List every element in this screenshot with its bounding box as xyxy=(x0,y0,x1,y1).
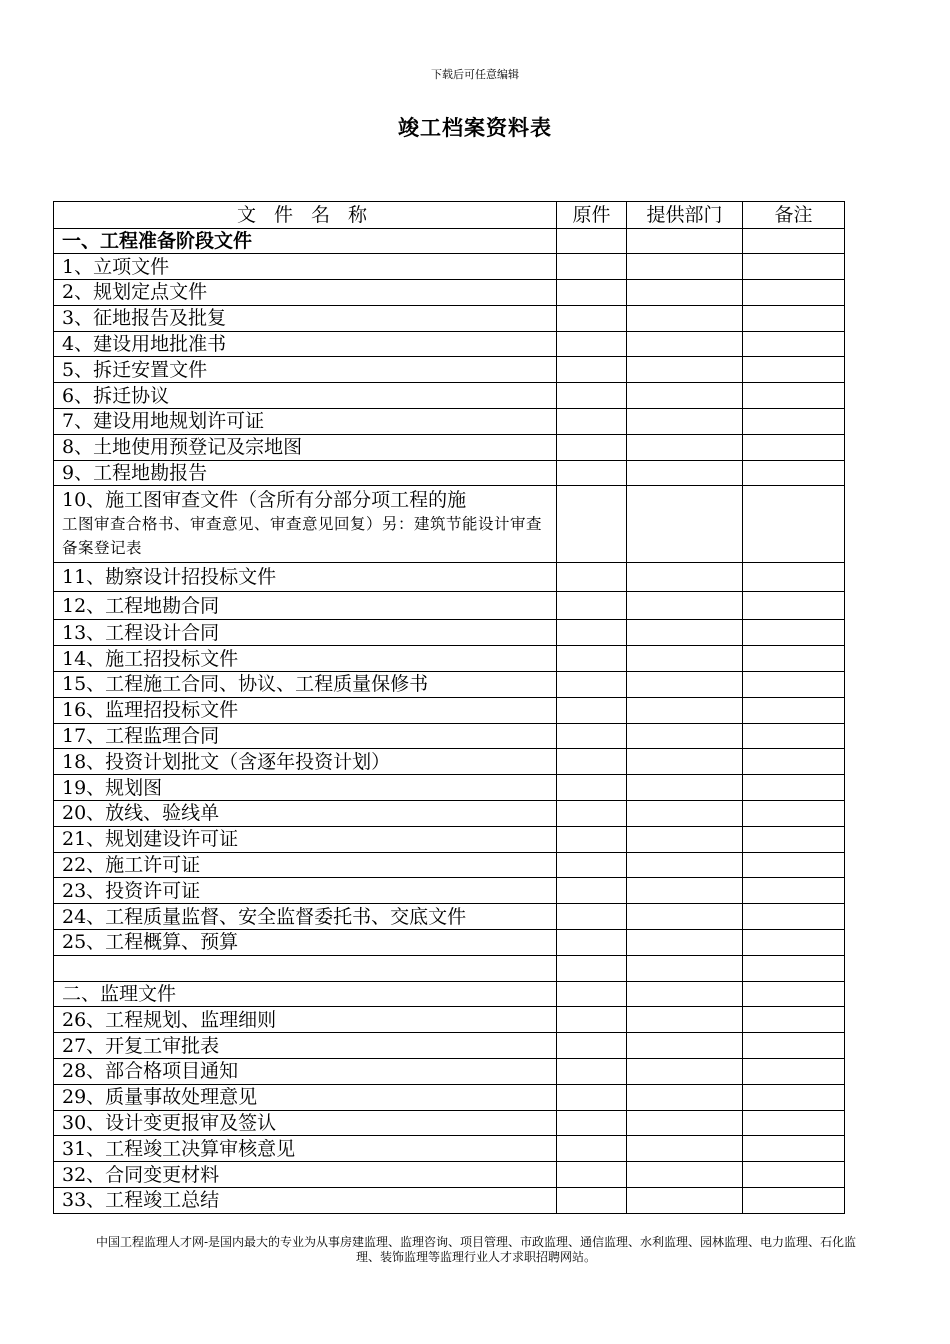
file-name-cell: 17、工程监理合同 xyxy=(54,723,557,749)
department-cell xyxy=(627,254,743,280)
original-cell xyxy=(557,1059,627,1085)
remarks-cell xyxy=(743,409,845,435)
remarks-cell xyxy=(743,563,845,592)
file-name-cell xyxy=(54,955,557,981)
department-cell xyxy=(627,697,743,723)
original-cell xyxy=(557,1188,627,1214)
table-row xyxy=(54,826,845,852)
file-name-cell: 30、设计变更报审及签认 xyxy=(54,1110,557,1136)
file-name-cell: 18、投资计划批文（含逐年投资计划） xyxy=(54,749,557,775)
original-cell xyxy=(557,723,627,749)
file-name-cell: 31、工程竣工决算审核意见 xyxy=(54,1136,557,1162)
remarks-cell xyxy=(743,280,845,306)
table-header-row xyxy=(54,202,845,229)
original-cell xyxy=(557,672,627,698)
remarks-cell xyxy=(743,930,845,956)
column-header-remarks: 备注 xyxy=(743,202,845,229)
archive-table xyxy=(53,201,845,1214)
file-name-cell: 9、工程地勘报告 xyxy=(54,460,557,486)
table-row xyxy=(54,383,845,409)
department-cell xyxy=(627,930,743,956)
original-cell xyxy=(557,620,627,646)
remarks-cell xyxy=(743,434,845,460)
remarks-cell xyxy=(743,357,845,383)
original-cell xyxy=(557,434,627,460)
remarks-cell xyxy=(743,697,845,723)
department-cell xyxy=(627,852,743,878)
remarks-cell xyxy=(743,878,845,904)
original-cell xyxy=(557,646,627,672)
original-cell xyxy=(557,749,627,775)
original-cell xyxy=(557,1110,627,1136)
department-cell xyxy=(627,1059,743,1085)
original-cell xyxy=(557,563,627,592)
table-row xyxy=(54,486,845,563)
table-row xyxy=(54,1084,845,1110)
remarks-cell xyxy=(743,723,845,749)
table-row xyxy=(54,357,845,383)
table-row xyxy=(54,254,845,280)
department-cell xyxy=(627,280,743,306)
file-name-cell: 25、工程概算、预算 xyxy=(54,930,557,956)
file-name-cell: 16、监理招投标文件 xyxy=(54,697,557,723)
file-name-cell: 二、监理文件 xyxy=(54,981,557,1007)
file-name-cell: 28、部合格项目通知 xyxy=(54,1059,557,1085)
department-cell xyxy=(627,563,743,592)
department-cell xyxy=(627,878,743,904)
department-cell xyxy=(627,409,743,435)
table-row xyxy=(54,1007,845,1033)
table-row xyxy=(54,749,845,775)
original-cell xyxy=(557,826,627,852)
department-cell xyxy=(627,1162,743,1188)
remarks-cell xyxy=(743,1110,845,1136)
original-cell xyxy=(557,383,627,409)
file-name-cell: 7、建设用地规划许可证 xyxy=(54,409,557,435)
original-cell xyxy=(557,357,627,383)
table-row xyxy=(54,801,845,827)
original-cell xyxy=(557,1084,627,1110)
table-row xyxy=(54,563,845,592)
table-row xyxy=(54,331,845,357)
file-name-text-continued: 工图审查合格书、审查意见、审查意见回复）另：建筑节能设计审查备案登记表 xyxy=(62,515,543,558)
original-cell xyxy=(557,981,627,1007)
remarks-cell xyxy=(743,383,845,409)
table-row xyxy=(54,1162,845,1188)
file-name-cell: 11、勘察设计招投标文件 xyxy=(54,563,557,592)
remarks-cell xyxy=(743,228,845,254)
department-cell xyxy=(627,775,743,801)
department-cell xyxy=(627,1033,743,1059)
table-row xyxy=(54,852,845,878)
file-name-cell: 4、建设用地批准书 xyxy=(54,331,557,357)
department-cell xyxy=(627,646,743,672)
department-cell xyxy=(627,305,743,331)
department-cell xyxy=(627,981,743,1007)
table-row xyxy=(54,775,845,801)
column-header-department: 提供部门 xyxy=(627,202,743,229)
original-cell xyxy=(557,254,627,280)
file-name-cell: 3、征地报告及批复 xyxy=(54,305,557,331)
table-row xyxy=(54,620,845,646)
file-name-cell: 6、拆迁协议 xyxy=(54,383,557,409)
remarks-cell xyxy=(743,672,845,698)
remarks-cell xyxy=(743,826,845,852)
file-name-text: 10、施工图审查文件（含所有分部分项工程的施 xyxy=(62,489,467,512)
remarks-cell xyxy=(743,646,845,672)
column-header-original: 原件 xyxy=(557,202,627,229)
original-cell xyxy=(557,460,627,486)
table-row xyxy=(54,955,845,981)
original-cell xyxy=(557,280,627,306)
department-cell xyxy=(627,460,743,486)
original-cell xyxy=(557,852,627,878)
file-name-cell: 15、工程施工合同、协议、工程质量保修书 xyxy=(54,672,557,698)
department-cell xyxy=(627,749,743,775)
remarks-cell xyxy=(743,775,845,801)
file-name-cell: 13、工程设计合同 xyxy=(54,620,557,646)
file-name-cell xyxy=(54,486,557,563)
remarks-cell xyxy=(743,305,845,331)
remarks-cell xyxy=(743,1033,845,1059)
remarks-cell xyxy=(743,486,845,563)
remarks-cell xyxy=(743,591,845,620)
department-cell xyxy=(627,620,743,646)
table-row xyxy=(54,305,845,331)
original-cell xyxy=(557,801,627,827)
file-name-cell: 12、工程地勘合同 xyxy=(54,591,557,620)
table-row xyxy=(54,930,845,956)
department-cell xyxy=(627,331,743,357)
remarks-cell xyxy=(743,460,845,486)
department-cell xyxy=(627,434,743,460)
table-row xyxy=(54,591,845,620)
remarks-cell xyxy=(743,749,845,775)
department-cell xyxy=(627,486,743,563)
original-cell xyxy=(557,878,627,904)
file-name-cell: 27、开复工审批表 xyxy=(54,1033,557,1059)
department-cell xyxy=(627,826,743,852)
department-cell xyxy=(627,955,743,981)
department-cell xyxy=(627,723,743,749)
original-cell xyxy=(557,591,627,620)
table-row xyxy=(54,1110,845,1136)
remarks-cell xyxy=(743,254,845,280)
remarks-cell xyxy=(743,620,845,646)
remarks-cell xyxy=(743,1136,845,1162)
file-name-cell: 5、拆迁安置文件 xyxy=(54,357,557,383)
remarks-cell xyxy=(743,331,845,357)
file-name-cell: 8、土地使用预登记及宗地图 xyxy=(54,434,557,460)
table-row xyxy=(54,434,845,460)
department-cell xyxy=(627,357,743,383)
department-cell xyxy=(627,1110,743,1136)
department-cell xyxy=(627,904,743,930)
table-row xyxy=(54,228,845,254)
original-cell xyxy=(557,955,627,981)
original-cell xyxy=(557,409,627,435)
original-cell xyxy=(557,1136,627,1162)
original-cell xyxy=(557,775,627,801)
file-name-cell: 2、规划定点文件 xyxy=(54,280,557,306)
remarks-cell xyxy=(743,1007,845,1033)
file-name-cell: 19、规划图 xyxy=(54,775,557,801)
table-row xyxy=(54,723,845,749)
department-cell xyxy=(627,1136,743,1162)
original-cell xyxy=(557,486,627,563)
file-name-cell: 26、工程规划、监理细则 xyxy=(54,1007,557,1033)
file-name-cell: 1、立项文件 xyxy=(54,254,557,280)
original-cell xyxy=(557,331,627,357)
original-cell xyxy=(557,1007,627,1033)
header-note: 下载后可任意编辑 xyxy=(431,68,519,81)
original-cell xyxy=(557,228,627,254)
remarks-cell xyxy=(743,801,845,827)
remarks-cell xyxy=(743,852,845,878)
table-row xyxy=(54,280,845,306)
remarks-cell xyxy=(743,955,845,981)
department-cell xyxy=(627,1084,743,1110)
file-name-cell: 29、质量事故处理意见 xyxy=(54,1084,557,1110)
original-cell xyxy=(557,305,627,331)
file-name-cell: 22、施工许可证 xyxy=(54,852,557,878)
department-cell xyxy=(627,801,743,827)
original-cell xyxy=(557,697,627,723)
remarks-cell xyxy=(743,1059,845,1085)
original-cell xyxy=(557,930,627,956)
file-name-cell: 一、工程准备阶段文件 xyxy=(54,228,557,254)
remarks-cell xyxy=(743,1162,845,1188)
file-name-cell: 14、施工招投标文件 xyxy=(54,646,557,672)
column-header-name: 文 件 名 称 xyxy=(54,202,557,229)
remarks-cell xyxy=(743,981,845,1007)
table-row xyxy=(54,672,845,698)
department-cell xyxy=(627,1188,743,1214)
department-cell xyxy=(627,383,743,409)
table-row xyxy=(54,646,845,672)
footer-note: 中国工程监理人才网-是国内最大的专业为从事房建监理、监理咨询、项目管理、市政监理、通信监理、水利监理、园林监理、电力监理、石化监理、装饰监理等监理行业人才求职招聘网站。 xyxy=(95,1235,857,1264)
file-name-cell: 20、放线、验线单 xyxy=(54,801,557,827)
table-row xyxy=(54,1136,845,1162)
file-name-cell: 32、合同变更材料 xyxy=(54,1162,557,1188)
file-name-cell: 23、投资许可证 xyxy=(54,878,557,904)
table-row xyxy=(54,904,845,930)
department-cell xyxy=(627,1007,743,1033)
department-cell xyxy=(627,672,743,698)
department-cell xyxy=(627,591,743,620)
table-row xyxy=(54,1188,845,1214)
table-row xyxy=(54,409,845,435)
table-row xyxy=(54,1033,845,1059)
table-row xyxy=(54,1059,845,1085)
table-row xyxy=(54,981,845,1007)
file-name-cell: 24、工程质量监督、安全监督委托书、交底文件 xyxy=(54,904,557,930)
file-name-cell: 21、规划建设许可证 xyxy=(54,826,557,852)
original-cell xyxy=(557,1162,627,1188)
page-title: 竣工档案资料表 xyxy=(398,115,552,140)
remarks-cell xyxy=(743,1084,845,1110)
remarks-cell xyxy=(743,904,845,930)
original-cell xyxy=(557,904,627,930)
file-name-cell: 33、工程竣工总结 xyxy=(54,1188,557,1214)
original-cell xyxy=(557,1033,627,1059)
remarks-cell xyxy=(743,1188,845,1214)
table-row xyxy=(54,878,845,904)
department-cell xyxy=(627,228,743,254)
table-row xyxy=(54,697,845,723)
table-row xyxy=(54,460,845,486)
